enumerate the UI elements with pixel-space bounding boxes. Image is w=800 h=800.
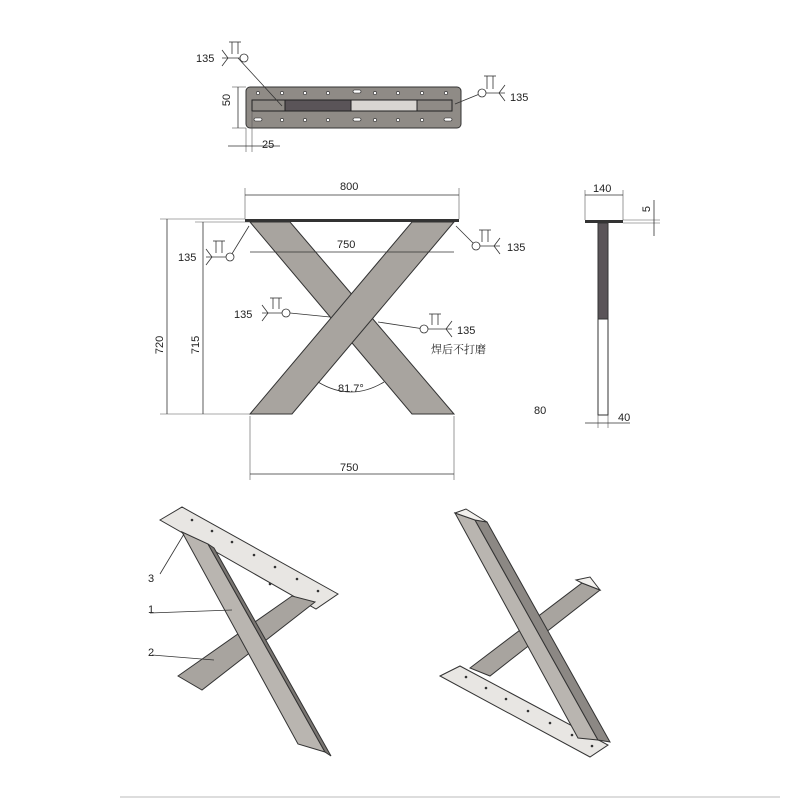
weld-label-top-right: 135 bbox=[510, 92, 529, 104]
side-leg-light bbox=[598, 319, 608, 415]
side-dim-plate-thickness: 5 bbox=[641, 205, 653, 213]
weld-label-front-center-left: 135 bbox=[234, 309, 253, 321]
weld-label-top-left: 135 bbox=[196, 53, 215, 65]
side-dim-leg-width: 40 bbox=[618, 412, 631, 424]
side-leg-dark bbox=[598, 223, 608, 319]
top-dim-height: 50 bbox=[221, 93, 233, 107]
top-view bbox=[196, 42, 528, 152]
weld-symbol-front-center-left bbox=[234, 298, 330, 321]
callout-1: 1 bbox=[148, 604, 155, 616]
side-view bbox=[534, 183, 660, 428]
weld-label-front-top-right: 135 bbox=[507, 242, 526, 254]
iso-right-main-leg-side bbox=[475, 520, 610, 742]
weld-symbol-top-right bbox=[455, 76, 528, 104]
front-dim-width-bottom: 750 bbox=[340, 462, 359, 474]
front-dim-width-inner: 750 bbox=[337, 239, 356, 251]
side-dim-plate-width: 140 bbox=[593, 183, 612, 195]
front-view bbox=[154, 181, 525, 480]
top-dim-offset: 25 bbox=[262, 139, 275, 151]
callout-3: 3 bbox=[148, 573, 155, 585]
iso-view-right bbox=[440, 509, 610, 757]
weld-label-front-top-left: 135 bbox=[178, 252, 197, 264]
weld-symbol-front-top-left bbox=[178, 226, 249, 265]
front-dim-width-top: 800 bbox=[340, 181, 359, 193]
top-leg-segment-dark-right bbox=[417, 100, 452, 111]
weld-label-front-center-right: 135 bbox=[457, 325, 476, 337]
top-leg-segment-light bbox=[351, 100, 417, 111]
front-dim-height-total: 720 bbox=[154, 335, 166, 355]
callout-2: 2 bbox=[148, 647, 155, 659]
weld-symbol-front-top-right bbox=[456, 226, 525, 254]
front-angle-label: 81.7° bbox=[338, 383, 364, 395]
iso-left-top-plate bbox=[160, 507, 338, 609]
weld-note: 焊后不打磨 bbox=[431, 344, 486, 356]
top-leg-segment-dark bbox=[285, 100, 351, 111]
top-leg-segment-dark-left bbox=[252, 100, 285, 111]
side-dim-leg-depth: 80 bbox=[534, 405, 547, 417]
iso-view-left bbox=[148, 507, 338, 756]
front-dim-height-leg: 715 bbox=[190, 335, 202, 355]
